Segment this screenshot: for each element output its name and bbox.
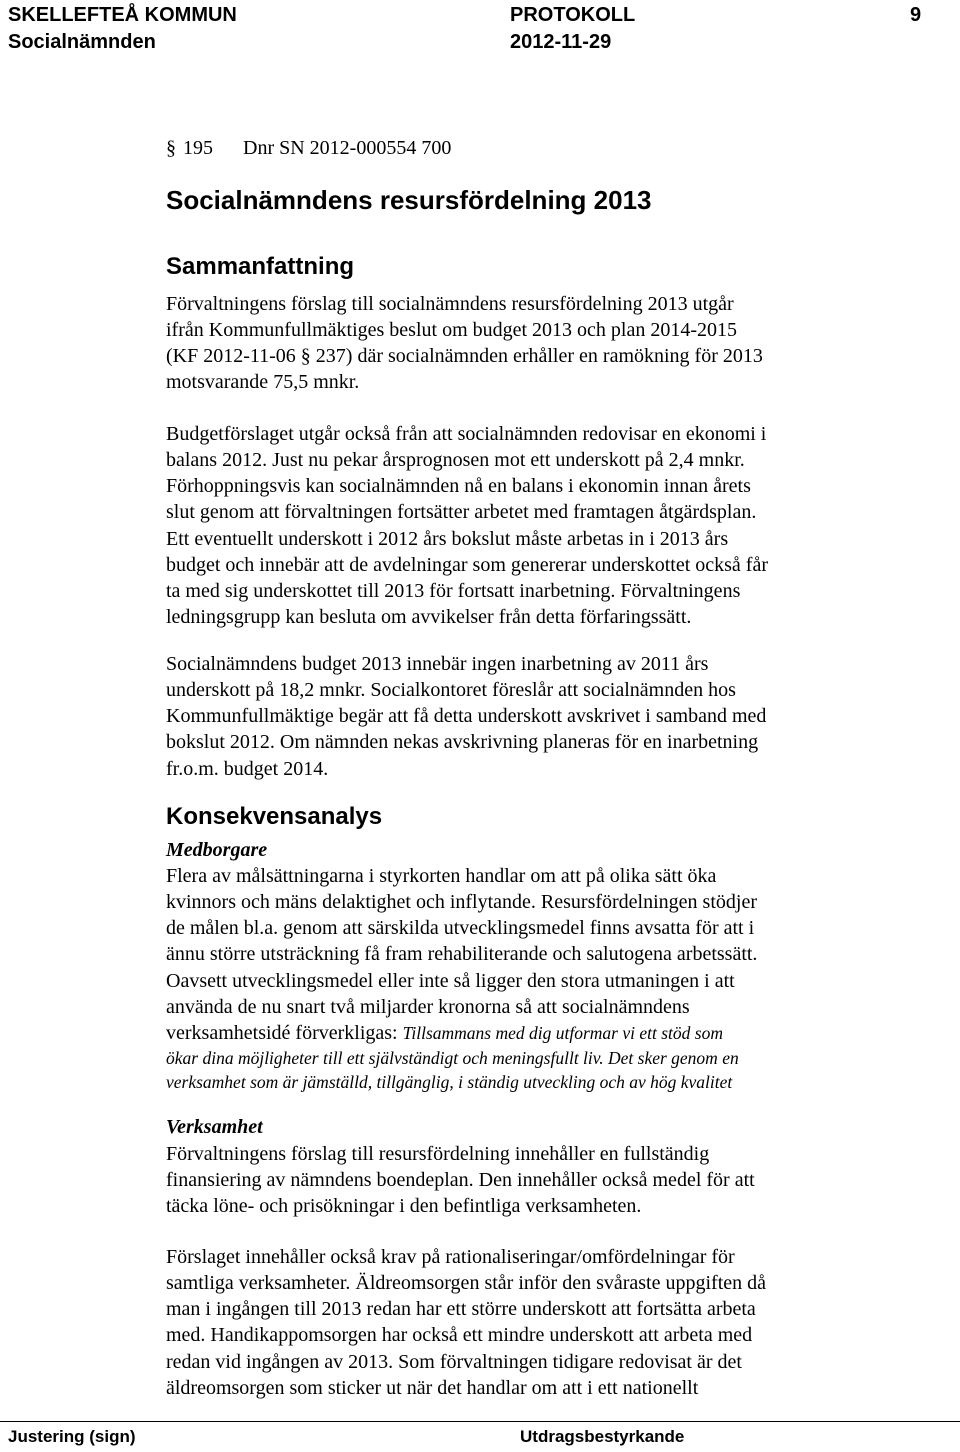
text-line: balans 2012. Just nu pekar årsprognosen mot ett underskott på 2,4 mnkr.: [166, 449, 745, 472]
text-line: med. Handikappomsorgen har också ett mindre underskott att arbeta med: [166, 1324, 753, 1347]
organization-name: SKELLEFTEÅ KOMMUN: [8, 4, 237, 26]
text-line: Förvaltningens förslag till socialnämndens resursfördelning 2013 utgår: [166, 293, 734, 315]
text-line: använda de nu snart två miljarder kronorna så att socialnämndens: [166, 995, 690, 1018]
text-line: slut genom att förvaltningen fortsätter arbetet med framtagen åtgärdsplan.: [166, 501, 757, 524]
mission-quote-line: verksamhet som är jämställd, tillgänglig, i ständig utveckling och av hög kvalitet: [166, 1071, 733, 1092]
meeting-date: 2012-11-29: [510, 31, 612, 53]
text-line: kvinnors och mäns delaktighet och inflytande. Resursfördelningen stödjer: [166, 891, 757, 914]
impact-analysis-heading: Konsekvensanalys: [166, 803, 383, 830]
text-line: samtliga verksamheter. Äldreomsorgen står inför den svåraste uppgiften då: [166, 1272, 767, 1295]
text-line: redan vid ingången av 2013. Som förvaltningen tidigare redovisat är det: [166, 1350, 742, 1373]
summary-paragraph-1: [166, 291, 763, 396]
mission-line: [166, 1020, 757, 1046]
page-number: 9: [910, 4, 922, 26]
committee-name: Socialnämnden: [8, 31, 156, 53]
text-line: Förvaltningens förslag till resursfördelning innehåller en fullständig: [166, 1143, 710, 1165]
mission-intro: verksamhetsidé förverkligas:: [166, 1021, 403, 1044]
summary-paragraph-2: [166, 421, 768, 630]
section-title: Socialnämndens resursfördelning 2013: [166, 185, 652, 215]
text-line: ta med sig underskottet till 2013 för fortsatt inarbetning. Förvaltningens: [166, 579, 741, 602]
text-line: underskott på 18,2 mnkr. Socialkontoret föreslår att socialnämnden hos: [166, 679, 736, 702]
text-line: Förslaget innehåller också krav på rationaliseringar/omfördelningar för: [166, 1246, 735, 1268]
text-line: Budgetförslaget utgår också från att socialnämnden redovisar en ekonomi i: [166, 423, 767, 445]
page-footer: [0, 1421, 960, 1452]
text-line: (KF 2012-11-06 § 237) där socialnämnden erhåller en ramökning för 2013: [166, 345, 763, 368]
section-number: 195: [183, 137, 213, 159]
citizens-paragraph-lines: [166, 863, 757, 1020]
text-line: Förhoppningsvis kan socialnämnden nå en balans i ekonomin innan årets: [166, 475, 751, 498]
section-reference: [166, 135, 451, 161]
text-line: Ett eventuellt underskott i 2012 års bokslut måste arbetas in i 2013 års: [166, 527, 729, 550]
text-line: Oavsett utvecklingsmedel eller inte så ligger den stora utmaningen i att: [166, 969, 735, 992]
text-line: finansiering av nämndens boendeplan. Den innehåller också medel för att: [166, 1169, 755, 1192]
diary-number: Dnr SN 2012-000554 700: [243, 137, 452, 159]
text-line: Socialnämndens budget 2013 innebär ingen inarbetning av 2011 års: [166, 653, 709, 675]
text-line: motsvarande 75,5 mnkr.: [166, 371, 360, 394]
document-type: PROTOKOLL: [510, 4, 636, 26]
signature-label: Justering (sign): [8, 1427, 136, 1446]
text-line: ifrån Kommunfullmäktiges beslut om budget 2013 och plan 2014-2015: [166, 319, 738, 342]
citizens-subheading: Medborgare: [166, 839, 268, 861]
text-line: Flera av målsättningarna i styrkorten handlar om att på olika sätt öka: [166, 865, 717, 887]
text-line: täcka löne- och prisökningar i den befintliga verksamheten.: [166, 1195, 642, 1218]
text-line: äldreomsorgen som sticker ut när det handlar om att i ett nationellt: [166, 1376, 699, 1399]
text-line: de målen bl.a. genom att särskilda utvecklingsmedel finns avsatta för att i: [166, 917, 755, 940]
text-line: Kommunfullmäktige begär att få detta underskott avskrivet i samband med: [166, 705, 767, 728]
operations-paragraph-1: [166, 1141, 755, 1219]
summary-paragraph-3: [166, 651, 766, 782]
citizens-paragraph: [166, 863, 757, 1094]
text-line: ledningsgrupp kan besluta om avvikelser från detta förfaringssätt.: [166, 605, 692, 628]
text-line: budget och innebär att de avdelningar som genererar underskottet också får: [166, 553, 768, 576]
operations-subheading: Verksamhet: [166, 1116, 263, 1138]
mission-quote-line: ökar dina möjligheter till ett självständigt och meningsfullt liv. Det sker genom en: [166, 1047, 739, 1068]
summary-heading: Sammanfattning: [166, 253, 355, 280]
certification-label: Utdragsbestyrkande: [520, 1427, 685, 1446]
paragraph-sign: §: [166, 137, 176, 159]
text-line: ännu större utsträckning få fram rehabiliterande och salutogena arbetssätt.: [166, 943, 758, 966]
text-line: fr.o.m. budget 2014.: [166, 757, 329, 780]
mission-quote-start: Tillsammans med dig utformar vi ett stöd som: [402, 1022, 723, 1043]
text-line: man i ingången till 2013 redan har ett större underskott att fortsätta arbeta: [166, 1298, 756, 1321]
text-line: bokslut 2012. Om nämnden nekas avskrivning planeras för en inarbetning: [166, 731, 759, 754]
operations-paragraph-2: [166, 1244, 766, 1401]
